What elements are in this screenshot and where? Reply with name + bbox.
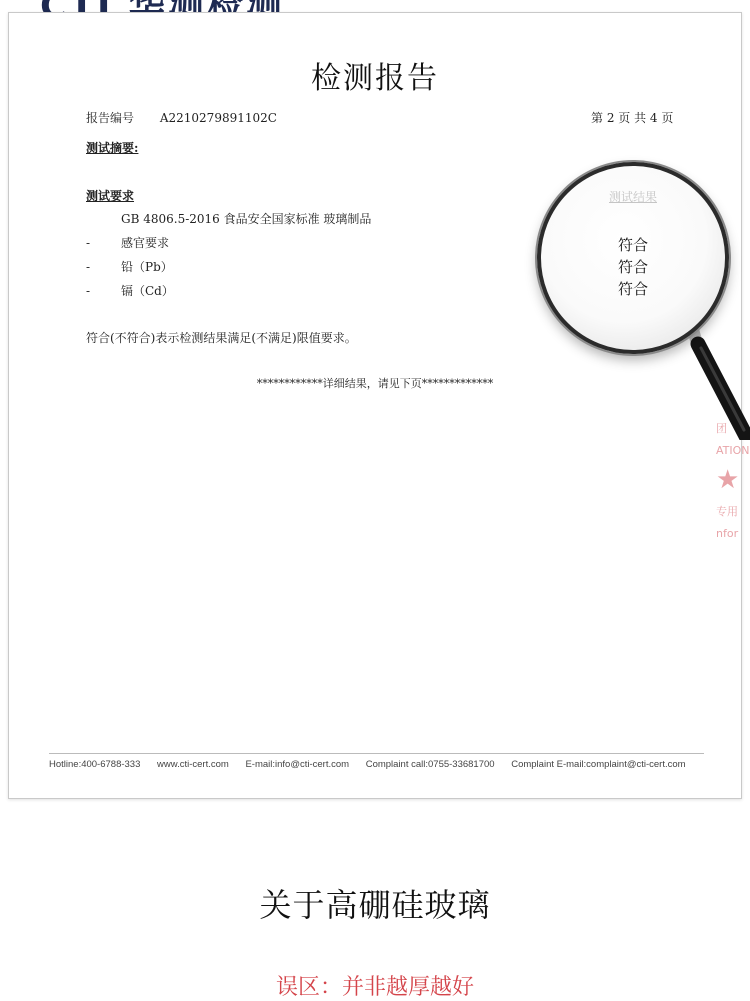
item-label: 感官要求	[121, 236, 170, 250]
stamp-text: nfor	[716, 527, 739, 540]
requirement-item	[86, 258, 173, 275]
item-dash: -	[86, 260, 91, 274]
stamp-star: ★	[716, 465, 740, 495]
report-number-value: A2210279891102C	[159, 111, 277, 125]
magnified-result: 符合	[617, 236, 648, 254]
stamp-text: 专用	[716, 505, 738, 518]
report-number-label: 报告编号	[86, 111, 135, 125]
page-info: 第 2 页 共 4 页	[591, 111, 674, 125]
footer-website: www.cti-cert.com	[157, 759, 229, 770]
section-subtitle: 误区：并非越厚越好	[275, 975, 474, 1000]
footer-hotline: Hotline:400-6788-333	[49, 759, 141, 770]
test-report-sheet	[8, 12, 742, 799]
requirements-heading: 测试要求	[86, 189, 135, 203]
footer-complaint-email: Complaint E-mail:complaint@cti-cert.com	[511, 759, 686, 770]
standard-line: GB 4806.5-2016 食品安全国家标准 玻璃制品	[121, 212, 372, 226]
item-dash: -	[86, 236, 91, 250]
section-title: 关于高硼硅玻璃	[259, 886, 491, 924]
requirement-item	[86, 282, 174, 299]
report-title: 检测报告	[311, 61, 439, 96]
footer-email: E-mail:info@cti-cert.com	[245, 759, 350, 770]
continue-notice: ************详细结果，请见下页*************	[256, 377, 494, 390]
summary-heading: 测试摘要:	[86, 141, 139, 155]
footer-complaint-call: Complaint call:0755-33681700	[365, 759, 495, 770]
item-dash: -	[86, 284, 91, 298]
item-label: 镉（Cd）	[121, 284, 174, 298]
requirement-item	[86, 234, 169, 251]
magnifier-lens	[537, 162, 729, 354]
compliance-note: 符合(不符合)表示检测结果满足(不满足)限值要求。	[86, 331, 357, 345]
item-label: 铅（Pb）	[121, 260, 173, 274]
report-footer	[49, 759, 700, 770]
stamp-text: 团	[716, 422, 727, 435]
footer-divider	[49, 753, 704, 754]
stamp-text: ATION	[716, 444, 750, 457]
magnified-result: 符合	[617, 258, 648, 276]
report-number	[86, 109, 277, 126]
magnified-results-heading: 测试结果	[608, 190, 657, 204]
magnified-result: 符合	[617, 280, 648, 298]
